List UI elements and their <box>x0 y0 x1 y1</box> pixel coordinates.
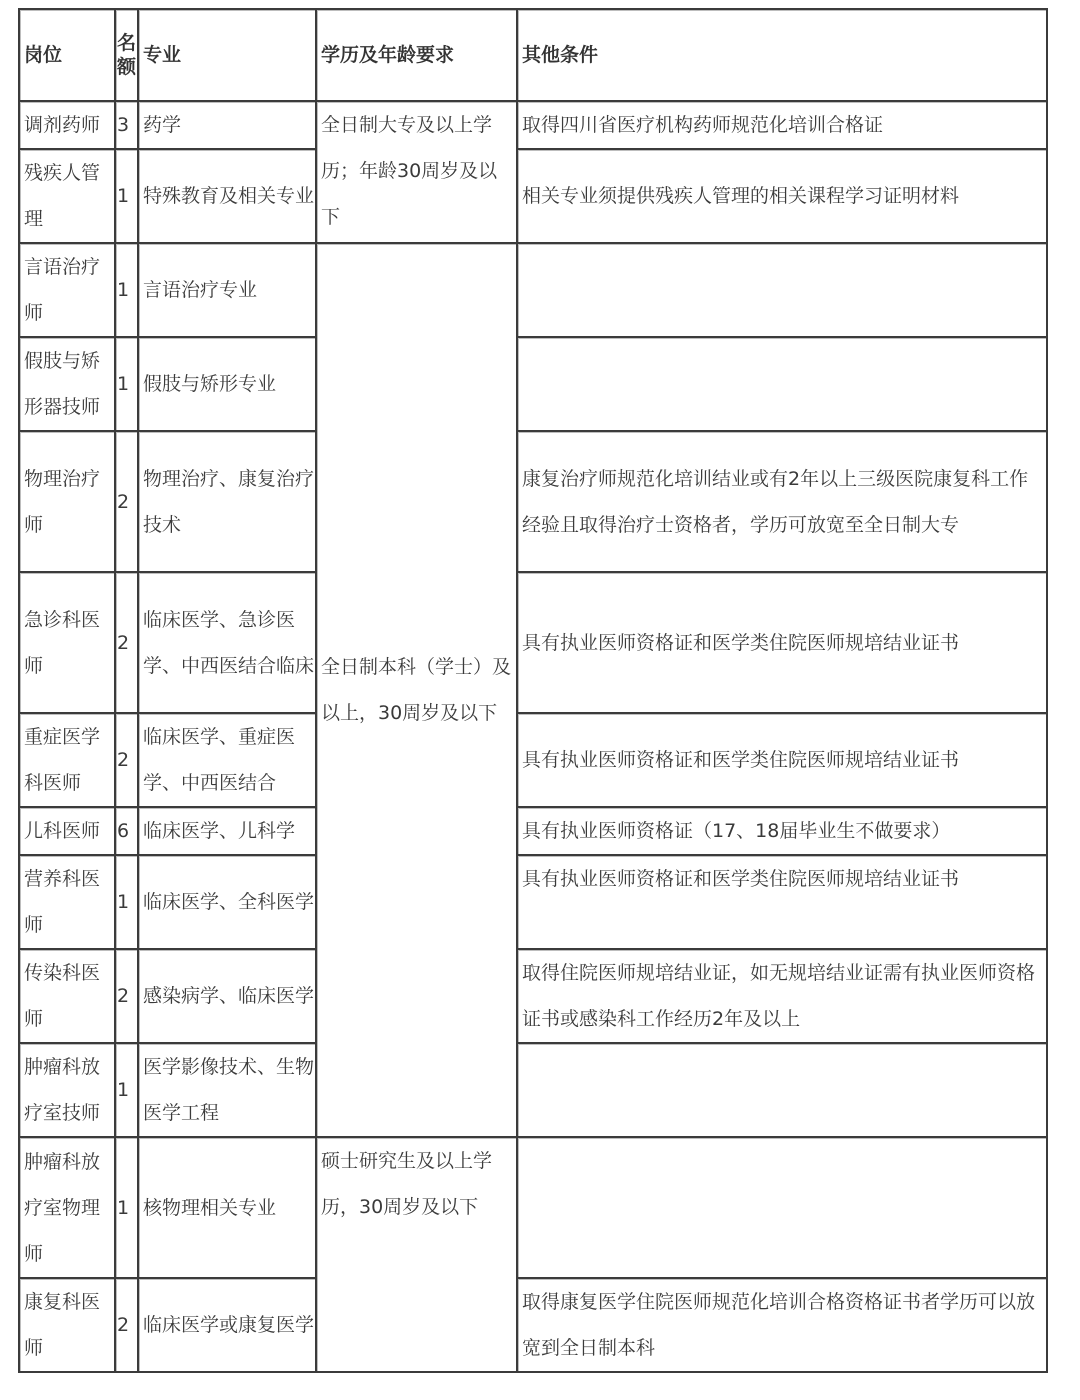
cell-major: 假肢与矫形专业 <box>139 338 317 432</box>
cell-other: 取得住院医师规培结业证，如无规培结业证需有执业医师资格证书或感染科工作经历2年及以上 <box>518 950 1048 1044</box>
cell-other <box>518 1138 1048 1279</box>
cell-position: 急诊科医师 <box>20 573 116 714</box>
cell-count: 2 <box>116 573 139 714</box>
cell-position: 言语治疗师 <box>20 244 116 338</box>
table-row <box>20 432 1048 573</box>
cell-count: 1 <box>116 338 139 432</box>
cell-other <box>518 1044 1048 1138</box>
table-row <box>20 714 1048 808</box>
cell-major: 特殊教育及相关专业 <box>139 150 317 244</box>
cell-major: 临床医学、重症医学、中西医结合 <box>139 714 317 808</box>
cell-count: 2 <box>116 950 139 1044</box>
cell-other: 相关专业须提供残疾人管理的相关课程学习证明材料 <box>518 150 1048 244</box>
cell-count: 6 <box>116 808 139 856</box>
cell-major: 感染病学、临床医学 <box>139 950 317 1044</box>
cell-major: 药学 <box>139 102 317 150</box>
cell-other: 康复治疗师规范化培训结业或有2年以上三级医院康复科工作经验且取得治疗士资格者，学历可放宽至全日制大专 <box>518 432 1048 573</box>
table-row <box>20 1044 1048 1138</box>
cell-major: 物理治疗、康复治疗技术 <box>139 432 317 573</box>
cell-major: 临床医学、儿科学 <box>139 808 317 856</box>
table-row <box>20 1279 1048 1373</box>
cell-major: 核物理相关专业 <box>139 1138 317 1279</box>
cell-major: 言语治疗专业 <box>139 244 317 338</box>
cell-position: 肿瘤科放疗室技师 <box>20 1044 116 1138</box>
recruitment-document <box>18 8 1046 1373</box>
cell-other: 具有执业医师资格证和医学类住院医师规培结业证书 <box>518 573 1048 714</box>
cell-other: 具有执业医师资格证和医学类住院医师规培结业证书 <box>518 714 1048 808</box>
cell-count: 1 <box>116 1044 139 1138</box>
cell-education-college: 全日制大专及以上学历；年龄30周岁及以下 <box>317 102 518 244</box>
table-row <box>20 573 1048 714</box>
recruitment-table <box>18 8 1048 1373</box>
cell-position: 康复科医师 <box>20 1279 116 1373</box>
cell-position: 残疾人管理 <box>20 150 116 244</box>
cell-position: 营养科医师 <box>20 856 116 950</box>
cell-other <box>518 244 1048 338</box>
header-row <box>20 10 1048 102</box>
cell-major: 临床医学、全科医学 <box>139 856 317 950</box>
cell-count: 1 <box>116 244 139 338</box>
cell-count: 1 <box>116 1138 139 1279</box>
cell-count: 1 <box>116 856 139 950</box>
cell-education-master: 硕士研究生及以上学历，30周岁及以下 <box>317 1138 518 1373</box>
table-row <box>20 1138 1048 1279</box>
cell-position: 调剂药师 <box>20 102 116 150</box>
cell-other: 取得四川省医疗机构药师规范化培训合格证 <box>518 102 1048 150</box>
cell-count: 1 <box>116 150 139 244</box>
header-other: 其他条件 <box>518 10 1048 102</box>
table-row <box>20 950 1048 1044</box>
cell-other <box>518 338 1048 432</box>
table-row <box>20 856 1048 950</box>
cell-education-bachelor: 全日制本科（学士）及以上，30周岁及以下 <box>317 244 518 1138</box>
cell-major: 临床医学或康复医学 <box>139 1279 317 1373</box>
cell-position: 假肢与矫形器技师 <box>20 338 116 432</box>
table-row <box>20 338 1048 432</box>
cell-position: 儿科医师 <box>20 808 116 856</box>
cell-other: 具有执业医师资格证（17、18届毕业生不做要求） <box>518 808 1048 856</box>
table-row <box>20 244 1048 338</box>
header-position: 岗位 <box>20 10 116 102</box>
cell-position: 肿瘤科放疗室物理师 <box>20 1138 116 1279</box>
cell-position: 传染科医师 <box>20 950 116 1044</box>
header-major: 专业 <box>139 10 317 102</box>
cell-major: 临床医学、急诊医学、中西医结合临床 <box>139 573 317 714</box>
cell-count: 2 <box>116 1279 139 1373</box>
table-row <box>20 808 1048 856</box>
cell-count: 2 <box>116 432 139 573</box>
cell-other: 取得康复医学住院医师规范化培训合格资格证书者学历可以放宽到全日制本科 <box>518 1279 1048 1373</box>
table-row <box>20 102 1048 150</box>
cell-count: 3 <box>116 102 139 150</box>
table-row <box>20 150 1048 244</box>
header-education: 学历及年龄要求 <box>317 10 518 102</box>
cell-major: 医学影像技术、生物医学工程 <box>139 1044 317 1138</box>
cell-other: 具有执业医师资格证和医学类住院医师规培结业证书 <box>518 856 1048 950</box>
header-count: 名额 <box>116 10 139 102</box>
cell-position: 物理治疗师 <box>20 432 116 573</box>
cell-count: 2 <box>116 714 139 808</box>
cell-position: 重症医学科医师 <box>20 714 116 808</box>
